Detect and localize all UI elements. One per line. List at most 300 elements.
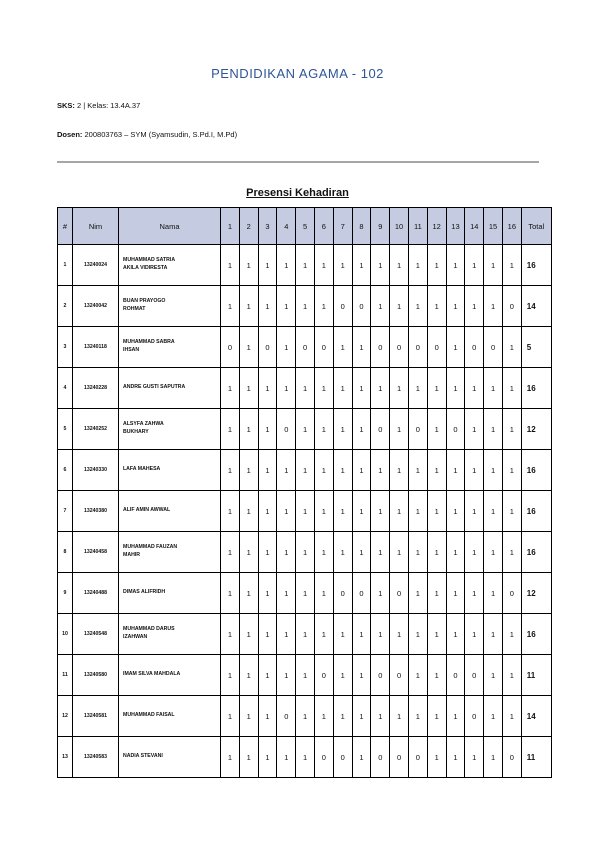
attendance-cell: 1 [446,245,465,286]
attendance-cell: 1 [314,286,333,327]
attendance-cell: 0 [333,737,352,778]
column-header: 5 [296,208,315,245]
attendance-cell: 1 [258,491,277,532]
attendance-cell: 1 [427,368,446,409]
attendance-cell: 1 [239,655,258,696]
attendance-cell: 1 [390,696,409,737]
attendance-cell: 1 [465,532,484,573]
attendance-cell: 1 [465,368,484,409]
name-cell [119,696,221,737]
attendance-cell: 1 [465,491,484,532]
nim-cell: 13240548 [73,614,119,655]
name-line: BUKHARY [123,429,149,435]
attendance-cell: 0 [352,286,371,327]
attendance-cell: 1 [408,245,427,286]
attendance-cell: 1 [352,532,371,573]
attendance-cell: 1 [296,737,315,778]
attendance-cell: 1 [221,655,240,696]
name-cell [119,368,221,409]
row-number-cell: 11 [58,655,73,696]
attendance-cell: 1 [446,614,465,655]
attendance-cell: 1 [427,532,446,573]
column-header: 14 [465,208,484,245]
total-cell: 14 [521,696,551,737]
attendance-cell: 0 [371,737,390,778]
column-header: # [58,208,73,245]
table-header [58,208,552,245]
attendance-cell: 1 [446,696,465,737]
attendance-cell: 1 [352,655,371,696]
attendance-cell: 1 [352,368,371,409]
attendance-cell: 0 [277,409,296,450]
attendance-cell: 0 [371,655,390,696]
header-row [58,208,552,245]
attendance-cell: 1 [221,737,240,778]
attendance-cell: 1 [277,368,296,409]
attendance-cell: 1 [484,368,503,409]
attendance-cell: 1 [427,409,446,450]
attendance-cell: 1 [221,614,240,655]
attendance-cell: 0 [446,655,465,696]
name-line: ALIF AMIN AWWAL [123,507,171,514]
attendance-cell: 1 [258,286,277,327]
attendance-cell: 1 [427,286,446,327]
attendance-cell: 0 [465,696,484,737]
attendance-cell: 1 [296,573,315,614]
attendance-cell: 1 [221,696,240,737]
attendance-cell: 1 [446,573,465,614]
table-row [58,614,552,655]
name-cell [119,655,221,696]
attendance-cell: 1 [390,450,409,491]
attendance-cell: 1 [314,696,333,737]
attendance-cell: 1 [484,286,503,327]
attendance-cell: 1 [296,655,315,696]
attendance-cell: 1 [484,409,503,450]
nim-cell: 13240581 [73,696,119,737]
total-cell: 12 [521,409,551,450]
attendance-cell: 1 [258,245,277,286]
attendance-cell: 1 [371,532,390,573]
attendance-cell: 1 [258,368,277,409]
attendance-cell: 1 [427,245,446,286]
attendance-cell: 1 [277,450,296,491]
attendance-cell: 1 [408,573,427,614]
attendance-cell: 1 [258,696,277,737]
attendance-cell: 1 [484,737,503,778]
attendance-cell: 1 [352,491,371,532]
attendance-cell: 1 [314,614,333,655]
name-line: MAHIR [123,552,141,558]
attendance-cell: 1 [390,614,409,655]
name-line: IMAM SILVA MAHDALA [123,671,181,678]
attendance-cell: 1 [258,532,277,573]
attendance-cell: 1 [352,614,371,655]
column-header: 7 [333,208,352,245]
name-cell [119,245,221,286]
table-row [58,450,552,491]
attendance-cell: 1 [296,409,315,450]
attendance-cell: 1 [465,286,484,327]
attendance-cell: 1 [258,450,277,491]
attendance-cell: 0 [408,327,427,368]
attendance-cell: 1 [296,614,315,655]
attendance-cell: 1 [446,450,465,491]
attendance-cell: 0 [333,286,352,327]
nim-cell: 13240458 [73,532,119,573]
attendance-cell: 1 [390,409,409,450]
name-line: MUHAMMAD SABRA [123,339,175,346]
attendance-cell: 1 [371,614,390,655]
column-header: 1 [221,208,240,245]
attendance-cell: 1 [502,696,521,737]
table-row [58,491,552,532]
attendance-cell: 1 [371,491,390,532]
lecturer-info [57,130,237,139]
table-row [58,532,552,573]
column-header: 4 [277,208,296,245]
attendance-cell: 1 [427,491,446,532]
column-header: 6 [314,208,333,245]
attendance-cell: 1 [408,286,427,327]
attendance-cell: 1 [427,737,446,778]
attendance-cell: 1 [258,409,277,450]
attendance-cell: 1 [314,368,333,409]
attendance-cell: 1 [484,614,503,655]
name-line: MUHAMMAD DARUS [123,626,175,633]
total-cell: 12 [521,573,551,614]
row-number-cell: 10 [58,614,73,655]
column-header: 10 [390,208,409,245]
attendance-cell: 1 [484,655,503,696]
sks-label: SKS: [57,101,75,110]
attendance-cell: 1 [277,737,296,778]
attendance-cell: 1 [502,614,521,655]
attendance-cell: 1 [239,450,258,491]
attendance-cell: 1 [427,573,446,614]
attendance-cell: 1 [352,450,371,491]
attendance-cell: 1 [314,245,333,286]
name-line: LAFA MAHESA [123,466,161,473]
attendance-cell: 1 [427,450,446,491]
table-row [58,245,552,286]
attendance-cell: 0 [446,409,465,450]
attendance-cell: 1 [333,327,352,368]
column-header: 15 [484,208,503,245]
attendance-cell: 0 [465,655,484,696]
attendance-cell: 1 [296,450,315,491]
total-cell: 16 [521,532,551,573]
attendance-cell: 1 [333,409,352,450]
column-header: 2 [239,208,258,245]
attendance-cell: 1 [277,245,296,286]
attendance-cell: 1 [221,450,240,491]
attendance-cell: 1 [446,327,465,368]
table-row [58,286,552,327]
attendance-cell: 1 [484,573,503,614]
attendance-cell: 0 [390,327,409,368]
attendance-cell: 1 [371,368,390,409]
attendance-cell: 1 [333,491,352,532]
attendance-cell: 1 [484,450,503,491]
name-line: IZAHWAN [123,634,148,640]
attendance-cell: 1 [258,737,277,778]
attendance-cell: 1 [221,368,240,409]
attendance-cell: 1 [239,573,258,614]
attendance-cell: 1 [239,409,258,450]
attendance-cell: 1 [408,614,427,655]
attendance-cell: 1 [277,614,296,655]
table-row [58,409,552,450]
attendance-cell: 1 [296,245,315,286]
attendance-cell: 0 [502,286,521,327]
row-number-cell: 12 [58,696,73,737]
attendance-cell: 1 [333,450,352,491]
attendance-cell: 1 [239,368,258,409]
attendance-cell: 0 [296,327,315,368]
total-cell: 14 [521,286,551,327]
column-header: 13 [446,208,465,245]
nim-cell: 13240252 [73,409,119,450]
name-cell [119,450,221,491]
name-cell [119,532,221,573]
name-cell [119,614,221,655]
attendance-cell: 0 [502,737,521,778]
attendance-cell: 1 [484,491,503,532]
table-row [58,327,552,368]
attendance-cell: 1 [465,245,484,286]
attendance-cell: 1 [502,409,521,450]
attendance-cell: 1 [314,491,333,532]
attendance-cell: 1 [371,286,390,327]
attendance-cell: 1 [408,655,427,696]
attendance-cell: 1 [484,532,503,573]
attendance-cell: 1 [277,655,296,696]
column-header: Nim [73,208,119,245]
attendance-cell: 0 [408,737,427,778]
attendance-cell: 1 [465,614,484,655]
sks-class-value: 2 | Kelas: 13.4A.37 [77,101,141,110]
attendance-cell: 1 [221,409,240,450]
row-number-cell: 1 [58,245,73,286]
attendance-cell: 1 [352,409,371,450]
table-body [58,245,552,778]
attendance-cell: 1 [277,532,296,573]
divider [57,161,539,163]
row-number-cell: 7 [58,491,73,532]
attendance-cell: 0 [484,327,503,368]
row-number-cell: 8 [58,532,73,573]
column-header: 16 [502,208,521,245]
total-cell: 16 [521,368,551,409]
name-line: MUHAMMAD SATRIA [123,257,176,264]
attendance-cell: 1 [446,286,465,327]
attendance-cell: 0 [408,409,427,450]
row-number-cell: 13 [58,737,73,778]
total-cell: 16 [521,491,551,532]
attendance-cell: 1 [314,450,333,491]
attendance-cell: 1 [352,245,371,286]
attendance-cell: 1 [465,409,484,450]
attendance-cell: 1 [352,737,371,778]
dosen-value: 200803763 – SYM (Syamsudin, S.Pd.I, M.Pd) [84,130,238,139]
attendance-cell: 1 [221,491,240,532]
name-line: MUHAMMAD FAUZAN [123,544,178,551]
table-row [58,368,552,409]
attendance-cell: 0 [314,327,333,368]
attendance-cell: 1 [390,245,409,286]
attendance-cell: 1 [390,491,409,532]
attendance-cell: 1 [502,245,521,286]
attendance-cell: 1 [408,532,427,573]
attendance-cell: 1 [221,573,240,614]
nim-cell: 13240228 [73,368,119,409]
attendance-cell: 1 [296,532,315,573]
dosen-label: Dosen: [57,130,83,139]
attendance-cell: 1 [427,614,446,655]
nim-cell: 13240024 [73,245,119,286]
attendance-cell: 0 [390,573,409,614]
column-header: Nama [119,208,221,245]
page-title: PENDIDIKAN AGAMA - 102 [211,66,384,81]
attendance-cell: 1 [502,532,521,573]
attendance-cell: 1 [221,286,240,327]
total-cell: 11 [521,737,551,778]
name-line: ALSYFA ZAHWA [123,421,164,428]
attendance-cell: 1 [296,286,315,327]
attendance-cell: 1 [390,368,409,409]
attendance-cell: 1 [314,573,333,614]
attendance-table [57,207,552,778]
attendance-cell: 1 [371,573,390,614]
name-line: NADIA STEVANI [123,753,163,760]
attendance-cell: 0 [371,327,390,368]
row-number-cell: 4 [58,368,73,409]
name-line: AKILA VIDIRESTA [123,265,168,271]
attendance-cell: 1 [465,573,484,614]
attendance-cell: 1 [408,696,427,737]
name-cell [119,286,221,327]
attendance-cell: 0 [258,327,277,368]
attendance-cell: 1 [221,532,240,573]
attendance-cell: 1 [502,655,521,696]
attendance-cell: 0 [314,737,333,778]
total-cell: 16 [521,450,551,491]
attendance-cell: 0 [390,737,409,778]
column-header: 8 [352,208,371,245]
attendance-cell: 1 [465,737,484,778]
name-line: DIMAS ALIFRIDH [123,589,166,596]
name-line: BUAN PRAYOGO [123,298,166,305]
attendance-cell: 0 [465,327,484,368]
attendance-cell: 1 [371,696,390,737]
total-cell: 5 [521,327,551,368]
nim-cell: 13240580 [73,655,119,696]
attendance-cell: 0 [352,573,371,614]
attendance-cell: 1 [408,491,427,532]
name-cell [119,737,221,778]
table-row [58,696,552,737]
attendance-cell: 1 [333,614,352,655]
row-number-cell: 9 [58,573,73,614]
name-line: ROHMAT [123,306,146,312]
attendance-cell: 0 [221,327,240,368]
total-cell: 16 [521,614,551,655]
attendance-cell: 1 [502,327,521,368]
attendance-cell: 1 [221,245,240,286]
attendance-cell: 1 [427,696,446,737]
total-cell: 11 [521,655,551,696]
attendance-cell: 1 [239,286,258,327]
attendance-cell: 1 [277,491,296,532]
name-line: IHSAN [123,347,140,353]
total-cell: 16 [521,245,551,286]
attendance-cell: 0 [502,573,521,614]
attendance-cell: 0 [427,327,446,368]
attendance-cell: 1 [277,286,296,327]
table-row [58,573,552,614]
attendance-cell: 1 [484,696,503,737]
row-number-cell: 6 [58,450,73,491]
attendance-cell: 1 [239,614,258,655]
row-number-cell: 2 [58,286,73,327]
name-line: MUHAMMAD FAISAL [123,712,175,719]
attendance-cell: 1 [408,450,427,491]
name-cell [119,491,221,532]
attendance-cell: 1 [333,245,352,286]
attendance-cell: 1 [258,614,277,655]
attendance-cell: 0 [371,409,390,450]
attendance-cell: 1 [333,532,352,573]
column-header: 11 [408,208,427,245]
column-header: 12 [427,208,446,245]
nim-cell: 13240118 [73,327,119,368]
table-row [58,737,552,778]
attendance-cell: 1 [239,737,258,778]
row-number-cell: 3 [58,327,73,368]
nim-cell: 13240488 [73,573,119,614]
attendance-cell: 1 [352,327,371,368]
attendance-cell: 1 [296,696,315,737]
name-cell [119,573,221,614]
attendance-cell: 1 [277,573,296,614]
attendance-cell: 1 [239,327,258,368]
attendance-cell: 1 [371,245,390,286]
attendance-cell: 1 [427,655,446,696]
attendance-cell: 1 [446,532,465,573]
table-row [58,655,552,696]
attendance-cell: 1 [446,368,465,409]
attendance-cell: 0 [390,655,409,696]
attendance-cell: 1 [465,450,484,491]
name-line: ANDRE GUSTI SAPUTRA [123,384,186,391]
attendance-cell: 1 [371,450,390,491]
attendance-cell: 1 [333,368,352,409]
attendance-cell: 1 [484,245,503,286]
attendance-cell: 1 [258,573,277,614]
nim-cell: 13240583 [73,737,119,778]
attendance-cell: 1 [390,286,409,327]
attendance-cell: 1 [446,737,465,778]
attendance-cell: 1 [314,532,333,573]
course-info [57,101,140,110]
column-header: 3 [258,208,277,245]
row-number-cell: 5 [58,409,73,450]
attendance-cell: 1 [502,491,521,532]
attendance-cell: 1 [314,409,333,450]
attendance-cell: 1 [258,655,277,696]
attendance-cell: 0 [314,655,333,696]
